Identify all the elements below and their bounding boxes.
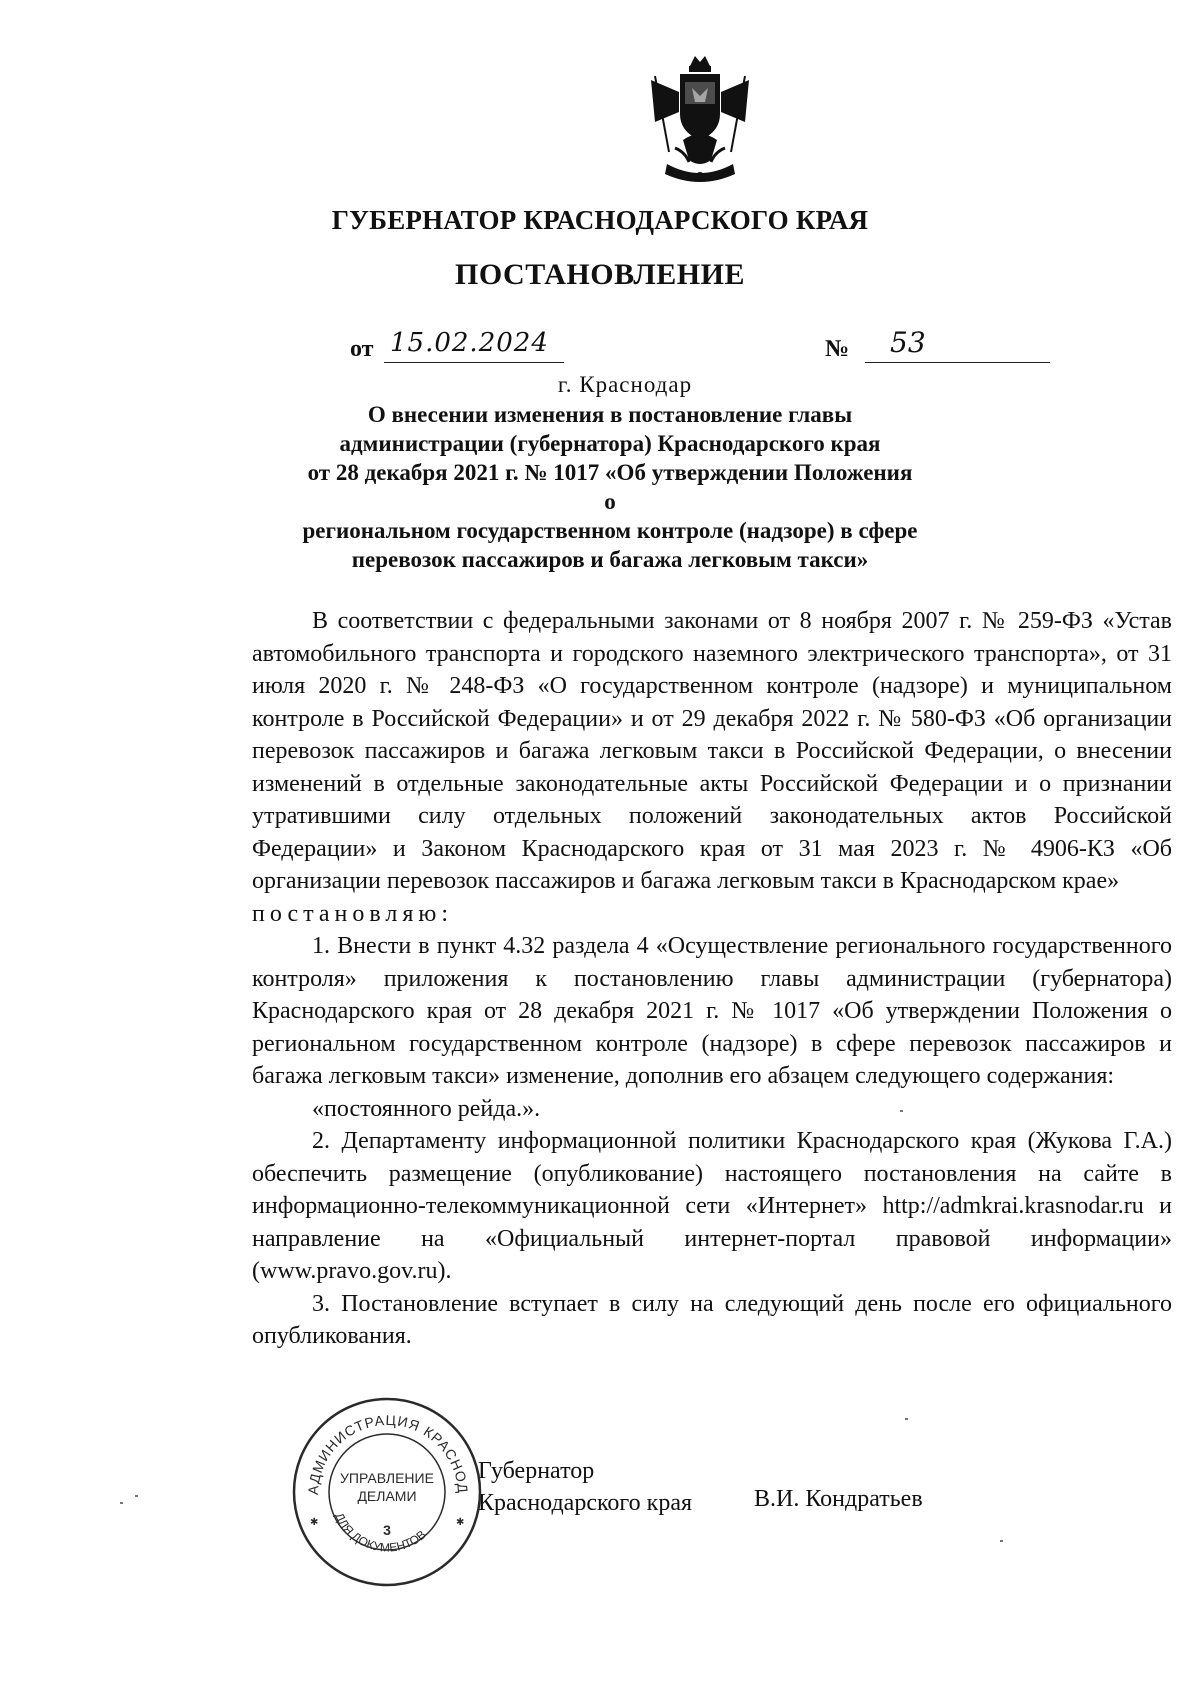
- coat-of-arms-emblem: [645, 52, 755, 187]
- item-3-paragraph: 3. Постановление вступает в силу на следующий день после его официального опубликования.: [252, 1290, 1172, 1349]
- seal-outer-text: АДМИНИСТРАЦИЯ КРАСНОД: [304, 1411, 472, 1496]
- city: г. Краснодар: [557, 372, 693, 397]
- title-line: от 28 декабря 2021 г. № 1017 «Об утверждении Положения о: [307, 460, 913, 514]
- title-line: О внесении изменения в постановление главы: [367, 402, 853, 427]
- scan-speck: [135, 1495, 138, 1497]
- date-prefix: от: [350, 336, 374, 362]
- item-1-paragraph: 1. Внести в пункт 4.32 раздела 4 «Осуществление регионального государственного контроля» приложения к постановлению главы администрации (губернатора) Краснодарского края от 28 декабря 2021 г. № 1017 «Об утверждении Положения о региональном государственном контроле (надзоре) в сфере перевозок пассажиров и багажа легковым такси» изменение, дополнив его абзацем следующего содержания:: [252, 933, 1172, 1089]
- seal-center-line: ДЕЛАМИ: [357, 1488, 417, 1504]
- document-number: 53: [890, 326, 926, 359]
- scan-speck: [905, 1418, 908, 1420]
- title-line: администрации (губернатора) Краснодарского края: [339, 431, 881, 456]
- official-seal: [290, 1395, 485, 1590]
- signatory-title-line: Губернатор: [478, 1458, 595, 1484]
- scan-speck: [120, 1502, 123, 1504]
- document-type: ПОСТАНОВЛЕНИЕ: [455, 258, 745, 291]
- issuing-authority: ГУБЕРНАТОР КРАСНОДАРСКОГО КРАЯ: [331, 205, 869, 235]
- resolve-word: постановляю:: [252, 900, 453, 927]
- seal-star-icon: ✱: [456, 1517, 465, 1528]
- signatory-title-line: Краснодарского края: [478, 1490, 693, 1516]
- scan-speck: [900, 1110, 903, 1112]
- preamble-paragraph: В соответствии с федеральными законами от 8 ноября 2007 г. № 259-ФЗ «Устав автомобильного транспорта и городского наземного электрического транспорта», от 31 июля 2020 г. № 248-ФЗ «О государственном контроле (надзоре) и муниципальном контроле в Российской Федерации» и от 29 декабря 2022 г. № 580-ФЗ «Об организации перевозок пассажиров и багажа легковым такси в Российской Федерации, о внесении изменений в отдельные законодательные акты Российской Федерации и о признании утратившими силу отдельных положений законодательных актов Российской Федерации» и Законом Краснодарского края от 31 мая 2023 г. № 4906-КЗ «Об организации перевозок пассажиров и багажа легковым такси в Краснодарском крае»: [252, 608, 1172, 894]
- date-number-row: [350, 326, 1050, 370]
- number-prefix: №: [825, 336, 850, 362]
- seal-bottom-text: ДЛЯ ДОКУМЕНТОВ: [332, 1510, 429, 1555]
- signatory-name: В.И. Кондратьев: [754, 1486, 923, 1512]
- document-title: [300, 400, 920, 574]
- signatory-title: [478, 1455, 692, 1519]
- seal-number: 3: [383, 1522, 391, 1538]
- title-line: перевозок пассажиров и багажа легковым такси»: [351, 547, 869, 572]
- svg-text:ДЛЯ ДОКУМЕНТОВ: [332, 1510, 428, 1554]
- seal-star-icon: ✱: [310, 1517, 319, 1528]
- document-body: [252, 605, 1172, 1353]
- title-line: региональном государственном контроле (надзоре) в сфере: [302, 518, 918, 543]
- item-2-paragraph: 2. Департаменту информационной политики Краснодарского края (Жукова Г.А.) обеспечить размещение (опубликование) настоящего постановления на сайте в информационно-телекоммуникационной сети «Интернет» http://admkrai.krasnodar.ru и направление на «Официальный интернет-портал правовой информации» (www.pravo.gov.ru).: [252, 1128, 1172, 1284]
- number-underline: [865, 362, 1050, 363]
- item-1-quote: «постоянного рейда.».: [312, 1095, 541, 1122]
- seal-center-line: УПРАВЛЕНИЕ: [340, 1470, 434, 1486]
- date-underline: [384, 362, 564, 363]
- scan-speck: [1000, 1540, 1003, 1542]
- document-date: 15.02.2024: [390, 328, 549, 358]
